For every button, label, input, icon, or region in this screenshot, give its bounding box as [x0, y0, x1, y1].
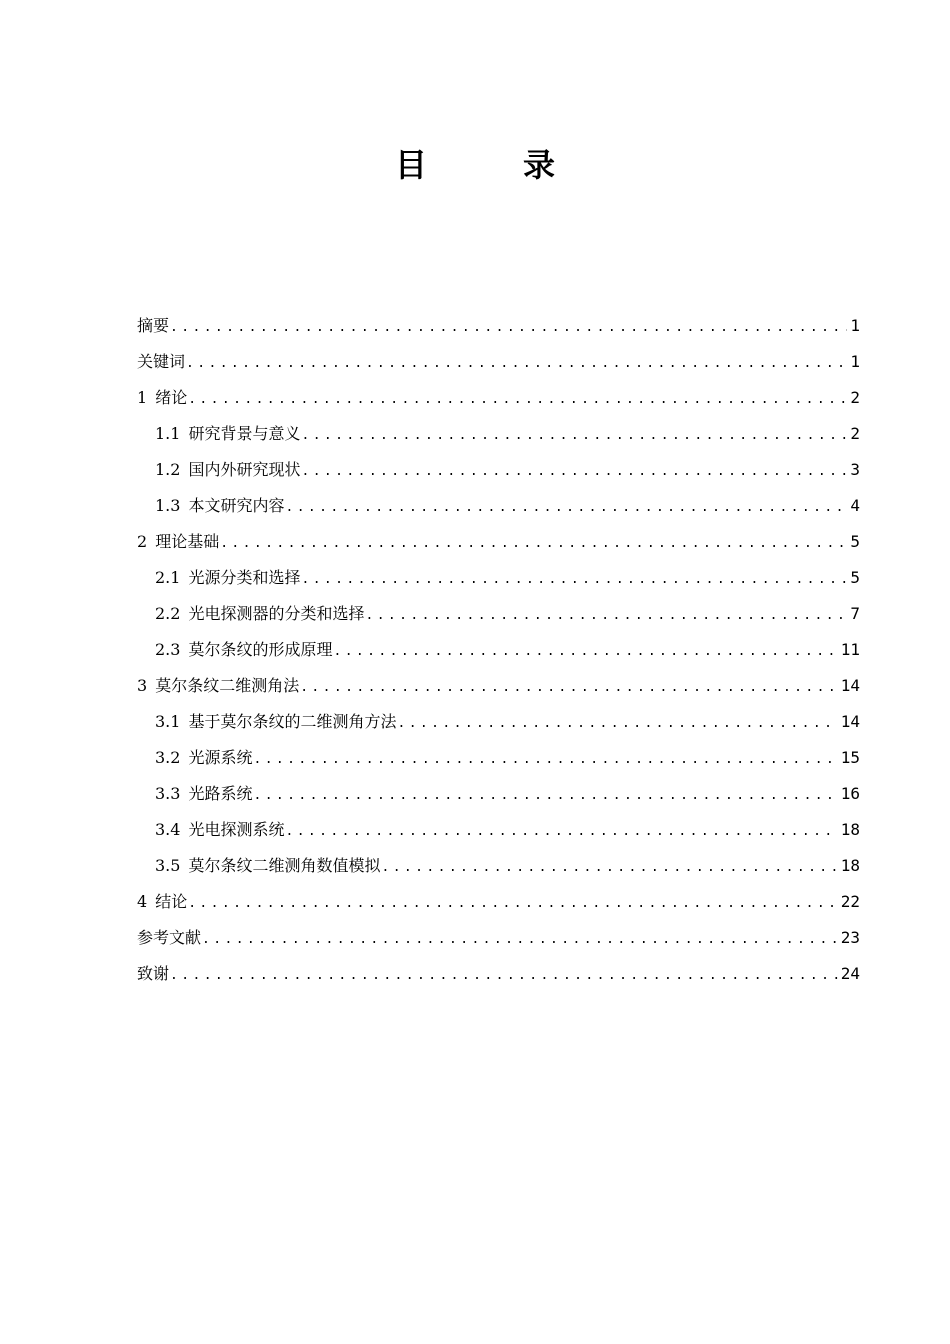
- toc-entry-label: [155, 488, 284, 524]
- toc-entry[interactable]: [137, 596, 860, 632]
- toc-entry-label: [155, 416, 300, 452]
- toc-entry-page: 4: [850, 496, 860, 515]
- toc-entry-number: 2.2: [155, 604, 181, 623]
- toc-entry[interactable]: [137, 884, 860, 920]
- toc-entry-number: 3.1: [155, 712, 181, 731]
- toc-leader-dots: [397, 706, 837, 742]
- toc-entry-page: 11: [840, 640, 860, 659]
- toc-entry-page: 1: [850, 316, 860, 335]
- toc-entry-label: [155, 812, 284, 848]
- toc-leader-dots: [170, 310, 847, 346]
- toc-entry-title: 莫尔条纹的形成原理: [188, 640, 333, 659]
- toc-entry[interactable]: [137, 704, 860, 740]
- toc-entry-page: 18: [840, 820, 860, 839]
- toc-entry-title: 摘要: [137, 316, 170, 335]
- toc-entry-label: [137, 380, 187, 416]
- toc-leader-dots: [301, 562, 847, 598]
- toc-entry-title: 莫尔条纹二维测角法: [155, 676, 300, 695]
- toc-entry[interactable]: [137, 848, 860, 884]
- toc-entry-number: 1.1: [155, 424, 181, 443]
- toc-entry-number: 3.5: [155, 856, 181, 875]
- toc-entry-number: 3: [137, 676, 148, 695]
- toc-entry-label: [155, 452, 300, 488]
- toc-entry[interactable]: [137, 632, 860, 668]
- toc-entry-page: 23: [840, 928, 860, 947]
- toc-entry[interactable]: [137, 776, 860, 812]
- toc-entry-page: 3: [850, 460, 860, 479]
- toc-leader-dots: [365, 598, 847, 634]
- toc-entry-title: 致谢: [137, 964, 170, 983]
- toc-entry-title: 基于莫尔条纹的二维测角方法: [188, 712, 397, 731]
- toc-entry-title: 理论基础: [155, 532, 220, 551]
- toc-entry-number: 2: [137, 532, 148, 551]
- toc-leader-dots: [188, 382, 847, 418]
- toc-entry-number: 3.2: [155, 748, 181, 767]
- toc-entry-label: [137, 308, 169, 344]
- toc-entry-title: 研究背景与意义: [188, 424, 301, 443]
- toc-leader-dots: [170, 958, 838, 994]
- toc-entry-label: [155, 560, 300, 596]
- toc-entry-title: 光电探测器的分类和选择: [188, 604, 365, 623]
- toc-entry-page: 18: [840, 856, 860, 875]
- toc-leader-dots: [301, 454, 847, 490]
- toc-entry-page: 2: [850, 388, 860, 407]
- toc-leader-dots: [301, 418, 847, 454]
- toc-entry-number: 1.3: [155, 496, 181, 515]
- toc-entry-title: 关键词: [137, 352, 186, 371]
- toc-entry-title: 参考文献: [137, 928, 202, 947]
- toc-entry[interactable]: [137, 524, 860, 560]
- toc-entry-page: 1: [850, 352, 860, 371]
- toc-leader-dots: [285, 814, 837, 850]
- toc-entry-page: 22: [840, 892, 860, 911]
- toc-entry-page: 14: [840, 712, 860, 731]
- toc-entry-title: 莫尔条纹二维测角数值模拟: [188, 856, 381, 875]
- toc-entry-page: 14: [840, 676, 860, 695]
- toc-entry[interactable]: [137, 488, 860, 524]
- toc-entry-title: 国内外研究现状: [188, 460, 301, 479]
- toc-entry-label: [137, 956, 169, 992]
- toc-entry-number: 4: [137, 892, 148, 911]
- toc-entry-title: 光源系统: [188, 748, 253, 767]
- toc-entry-label: [155, 848, 380, 884]
- table-of-contents: [137, 308, 860, 992]
- toc-entry-title: 光电探测系统: [188, 820, 285, 839]
- toc-leader-dots: [253, 778, 837, 814]
- toc-entry-number: 3.3: [155, 784, 181, 803]
- toc-leader-dots: [300, 670, 838, 706]
- toc-entry[interactable]: [137, 560, 860, 596]
- toc-entry-page: 7: [850, 604, 860, 623]
- toc-entry[interactable]: [137, 416, 860, 452]
- toc-entry-title: 光路系统: [188, 784, 253, 803]
- toc-leader-dots: [253, 742, 837, 778]
- toc-entry[interactable]: [137, 380, 860, 416]
- toc-entry-number: 2.3: [155, 640, 181, 659]
- toc-entry-page: 16: [840, 784, 860, 803]
- toc-entry-number: 2.1: [155, 568, 181, 587]
- toc-entry[interactable]: [137, 308, 860, 344]
- toc-entry[interactable]: [137, 812, 860, 848]
- toc-leader-dots: [220, 526, 847, 562]
- toc-entry-label: [137, 344, 185, 380]
- toc-entry[interactable]: [137, 344, 860, 380]
- toc-entry[interactable]: [137, 920, 860, 956]
- toc-entry-title: 光源分类和选择: [188, 568, 301, 587]
- toc-entry-label: [137, 920, 201, 956]
- toc-leader-dots: [188, 886, 838, 922]
- toc-entry-page: 24: [840, 964, 860, 983]
- toc-entry-title: 结论: [155, 892, 188, 911]
- toc-entry-label: [155, 776, 252, 812]
- toc-entry[interactable]: [137, 956, 860, 992]
- toc-entry-title: 绪论: [155, 388, 188, 407]
- toc-leader-dots: [381, 850, 837, 886]
- toc-entry[interactable]: [137, 740, 860, 776]
- toc-leader-dots: [333, 634, 837, 670]
- toc-entry-label: [137, 884, 187, 920]
- toc-entry-page: 5: [850, 532, 860, 551]
- toc-entry-page: 5: [850, 568, 860, 587]
- toc-entry-page: 15: [840, 748, 860, 767]
- toc-entry-label: [155, 632, 332, 668]
- toc-leader-dots: [285, 490, 847, 526]
- toc-entry-page: 2: [850, 424, 860, 443]
- page-title: 目 录: [394, 146, 587, 184]
- toc-leader-dots: [202, 922, 838, 958]
- toc-entry-label: [155, 704, 396, 740]
- toc-entry-number: 1.2: [155, 460, 181, 479]
- toc-leader-dots: [186, 346, 847, 382]
- toc-entry[interactable]: [137, 452, 860, 488]
- toc-entry-label: [155, 596, 364, 632]
- toc-entry-number: 1: [137, 388, 148, 407]
- toc-entry-label: [137, 524, 219, 560]
- toc-entry-label: [137, 668, 299, 704]
- toc-entry-number: 3.4: [155, 820, 181, 839]
- toc-entry-title: 本文研究内容: [188, 496, 285, 515]
- toc-entry-label: [155, 740, 252, 776]
- toc-entry[interactable]: [137, 668, 860, 704]
